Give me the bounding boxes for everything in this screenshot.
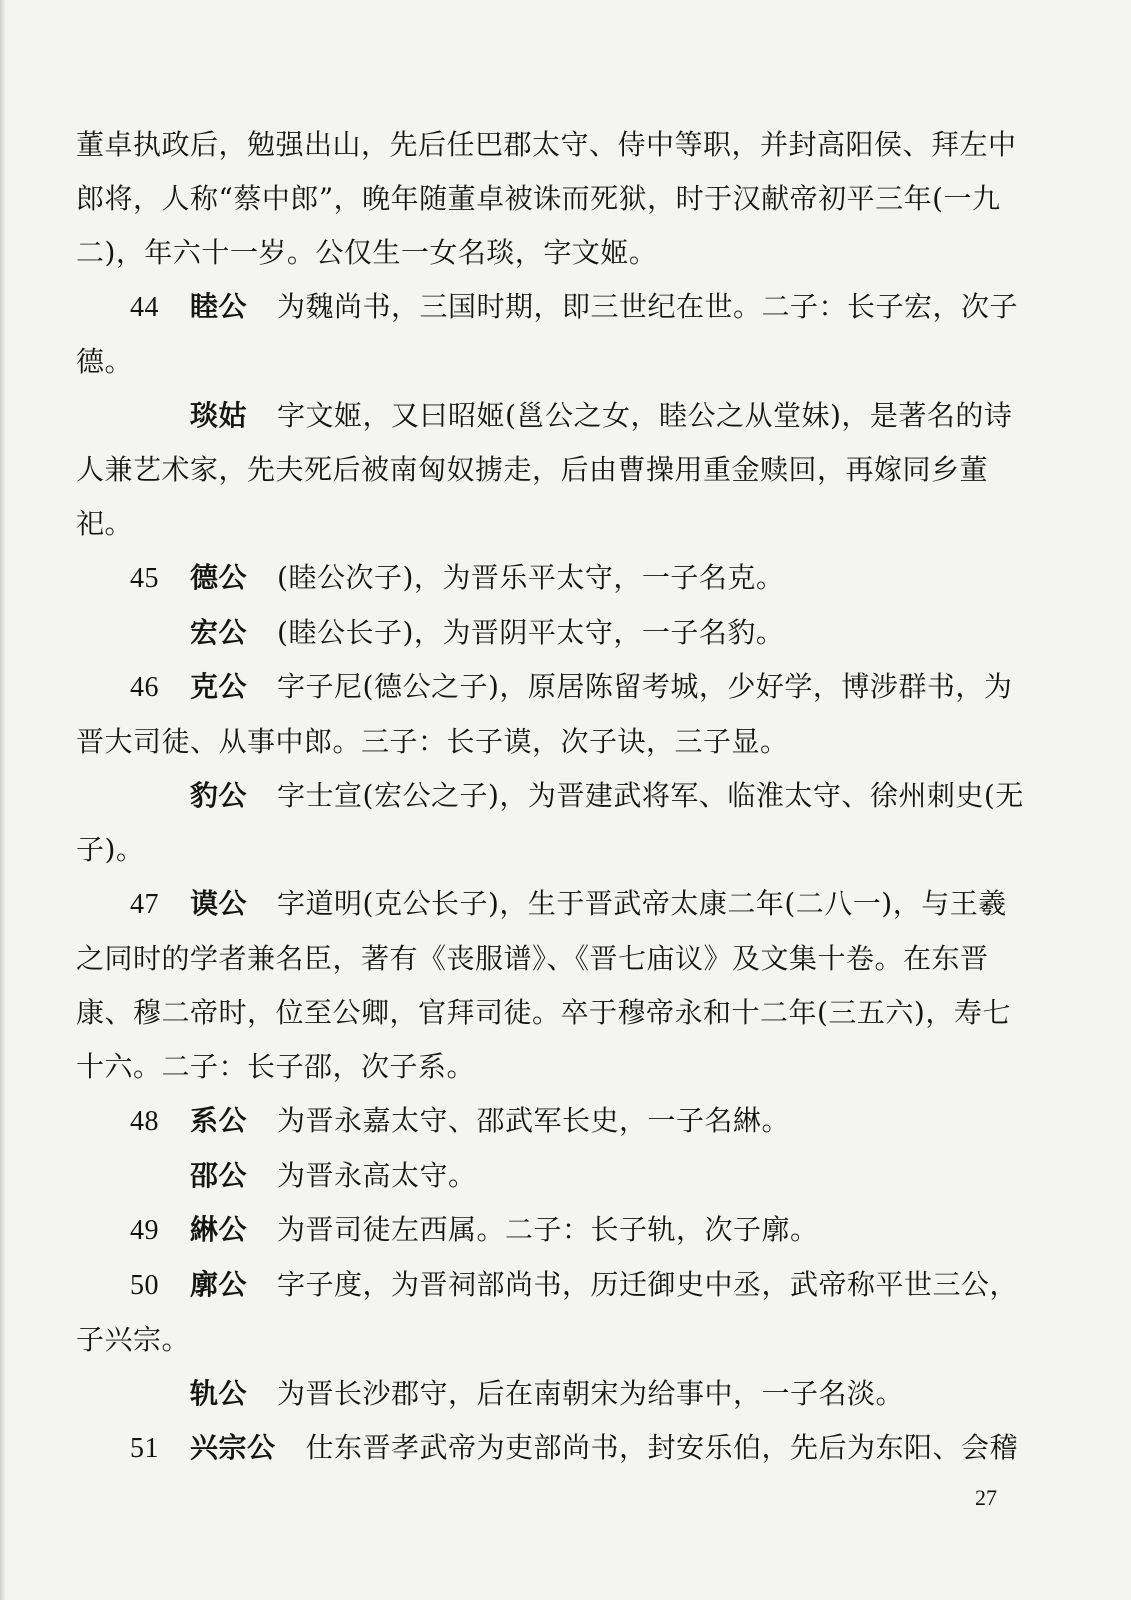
generation-number: 45 bbox=[130, 563, 159, 594]
person-name: 德公 bbox=[190, 561, 248, 594]
genealogy-entry bbox=[76, 280, 1026, 389]
genealogy-entry bbox=[76, 877, 1026, 1094]
person-name: 谟公 bbox=[190, 887, 248, 920]
generation-number: 47 bbox=[130, 889, 159, 920]
entry-text: 字子度，为晋祠部尚书，历迁御史中丞，武帝称平世三公，子兴宗。 bbox=[76, 1268, 1019, 1356]
genealogy-entry bbox=[76, 1421, 1026, 1476]
person-name: 睦公 bbox=[190, 290, 248, 323]
genealogy-entry bbox=[76, 1149, 1026, 1203]
generation-number: 44 bbox=[130, 292, 159, 323]
generation-number: 48 bbox=[130, 1106, 159, 1137]
person-name: 系公 bbox=[190, 1104, 248, 1137]
entry-text: 字士宣(宏公之子)，为晋建武将军、临淮太守、徐州刺史(无子)。 bbox=[76, 779, 1024, 866]
genealogy-entry bbox=[76, 769, 1026, 877]
generation-number: 50 bbox=[130, 1270, 159, 1301]
person-name: 豹公 bbox=[190, 779, 248, 812]
person-name: 廓公 bbox=[190, 1268, 248, 1301]
body-text bbox=[76, 118, 1026, 1476]
genealogy-entry bbox=[76, 1203, 1026, 1258]
genealogy-entry bbox=[76, 551, 1026, 606]
genealogy-entry bbox=[76, 660, 1026, 769]
entry-text: 为魏尚书，三国时期，即三世纪在世。二子：长子宏，次子德。 bbox=[76, 290, 1019, 378]
entry-text: 仕东晋孝武帝为吏部尚书，封安乐伯，先后为东阳、会稽 bbox=[305, 1431, 1019, 1464]
person-name: 邵公 bbox=[190, 1159, 248, 1192]
person-name: 綝公 bbox=[190, 1213, 248, 1246]
entry-text: 董卓执政后，勉强出山，先后任巴郡太守、侍中等职，并封高阳侯、拜左中郎将，人称“蔡中郎”，晚年随董卓被诛而死狱，时于汉献帝初平三年(一九二)，年六十一岁。公仅生一女名琰，字文姬。 bbox=[76, 128, 1017, 269]
scan-edge bbox=[0, 0, 6, 1600]
entry-text: 字文姬，又曰昭姬(邕公之女，睦公之从堂妹)，是著名的诗人兼艺术家，先夫死后被南匈奴掳走，后由曹操用重金赎回，再嫁同乡董祀。 bbox=[76, 399, 1013, 540]
genealogy-entry bbox=[76, 606, 1026, 660]
genealogy-entry bbox=[76, 1094, 1026, 1149]
genealogy-entry bbox=[76, 1367, 1026, 1421]
entry-text: 为晋永高太守。 bbox=[277, 1159, 477, 1192]
entry-text: 为晋司徒左西属。二子：长子轨，次子廓。 bbox=[277, 1213, 819, 1246]
genealogy-entry bbox=[76, 389, 1026, 551]
entry-text: (睦公次子)，为晋乐平太守，一子名克。 bbox=[277, 561, 785, 594]
person-name: 克公 bbox=[190, 670, 248, 703]
generation-number: 46 bbox=[130, 672, 159, 703]
entry-text: 字子尼(德公之子)，原居陈留考城，少好学，博涉群书，为晋大司徒、从事中郎。三子：长子谟，次子诀，三子显。 bbox=[76, 670, 1013, 758]
person-name: 兴宗公 bbox=[190, 1431, 276, 1464]
entry-text: 字道明(克公长子)，生于晋武帝太康二年(二八一)，与王羲之同时的学者兼名臣，著有《丧服谱》、《晋七庙议》及文集十卷。在东晋康、穆二帝时，位至公卿，官拜司徒。卒于穆帝永和十二年(三五六)，寿七十六。二子：长子邵，次子系。 bbox=[76, 887, 1011, 1083]
genealogy-entry bbox=[76, 1258, 1026, 1367]
page-number: 27 bbox=[975, 1485, 997, 1510]
genealogy-entry bbox=[76, 118, 1026, 280]
entry-text: 为晋长沙郡守，后在南朝宋为给事中，一子名淡。 bbox=[277, 1377, 905, 1410]
person-name: 轨公 bbox=[190, 1377, 248, 1410]
person-name: 琰姑 bbox=[190, 399, 248, 432]
entry-text: 为晋永嘉太守、邵武军长史，一子名綝。 bbox=[277, 1104, 791, 1137]
entry-text: (睦公长子)，为晋阴平太守，一子名豹。 bbox=[277, 616, 785, 649]
generation-number: 49 bbox=[130, 1215, 159, 1246]
person-name: 宏公 bbox=[190, 616, 248, 649]
generation-number: 51 bbox=[130, 1433, 159, 1464]
